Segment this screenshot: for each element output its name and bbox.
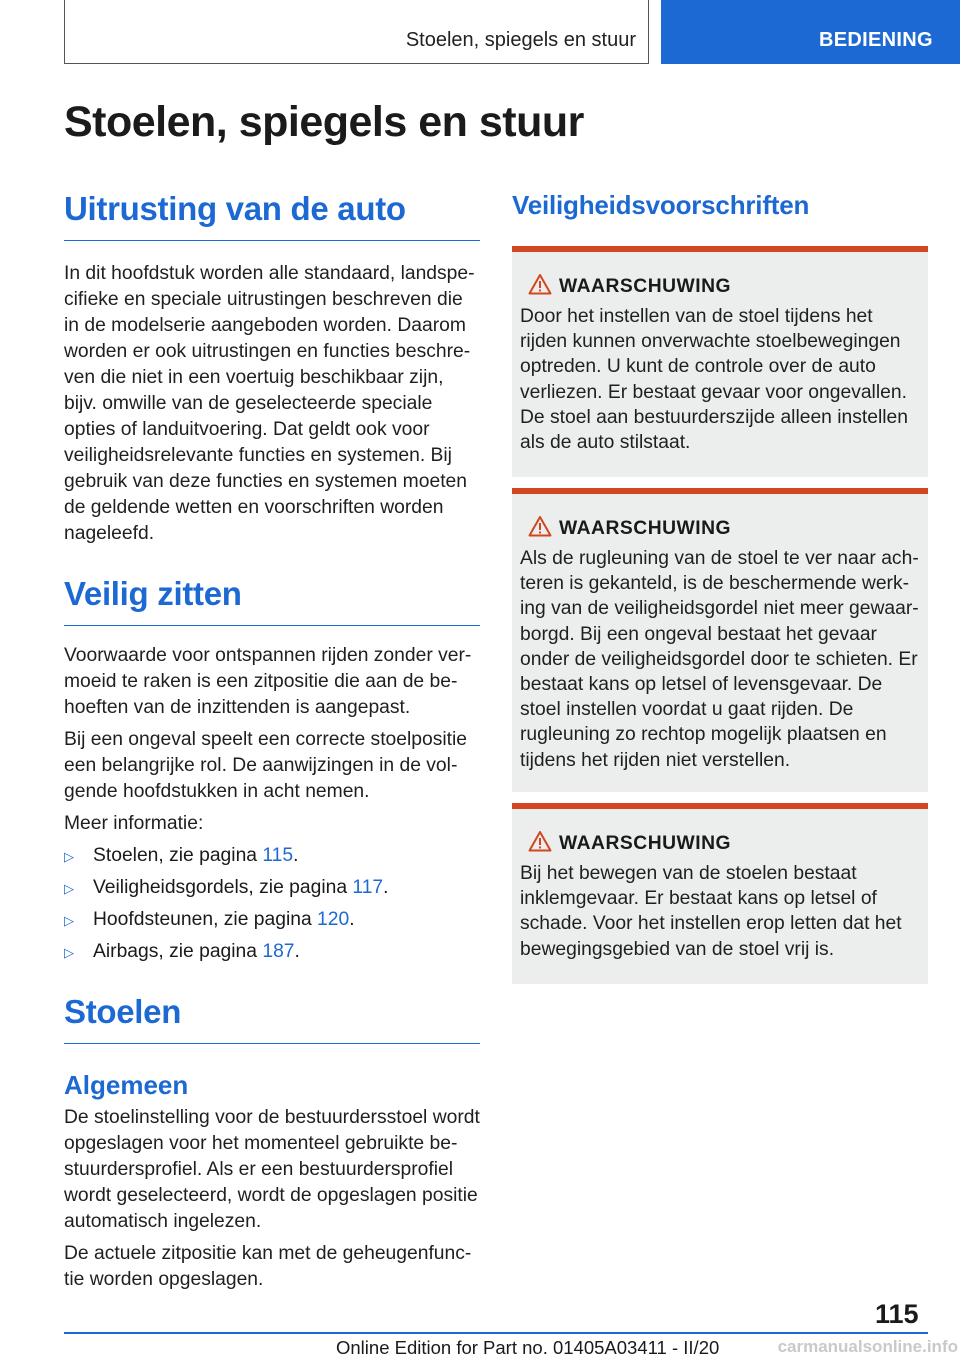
warning-label: WAARSCHUWING bbox=[559, 518, 732, 539]
page-link[interactable]: 117 bbox=[352, 877, 384, 898]
footer-divider bbox=[864, 1332, 928, 1334]
watermark: carmanualsonline.info bbox=[777, 1337, 958, 1356]
warning-header bbox=[520, 516, 920, 542]
warning-triangle-icon bbox=[528, 515, 552, 537]
safe-sitting-p2: Bij een ongeval speelt een correcte stoelpositie een belangrijke rol. De aanwijzingen in de volgende hoofdstukken in acht nemen. bbox=[64, 729, 468, 802]
equipment-text: In dit hoofdstuk worden alle standaard, landspecifieke en speciale uitrustingen beschreven die in de modelserie aangeboden worden. Daarom worden er ook uitrustingen en functies beschreven die niet in een voertuig beschikbaar zijn, bijv. omwille van de geselecteerde speciale opties of landuitvoering. Dat geldt ook voor veiligheidsrelevante functies en systemen. Bij gebruik van deze functies en systemen moeten de geldende wetten en voorschriften worden nageleefd. bbox=[64, 263, 475, 544]
seats-heading: Stoelen bbox=[64, 993, 480, 1044]
footer-edition: Online Edition for Part no. 01405A03411 - II/20 bbox=[336, 1337, 720, 1358]
list-item: ▷ Hoofdsteunen, zie pagina 120. bbox=[64, 907, 480, 933]
header-chapter-tab[interactable] bbox=[661, 0, 960, 64]
warning-box bbox=[512, 246, 928, 477]
reference-list bbox=[64, 843, 480, 965]
triangle-bullet-icon: ▷ bbox=[64, 881, 74, 896]
warning-triangle-icon bbox=[528, 830, 552, 852]
warning-header bbox=[520, 274, 920, 300]
header-section-title: Stoelen, spiegels en stuur bbox=[405, 29, 636, 51]
warning-label: WAARSCHUWING bbox=[559, 276, 732, 297]
left-column bbox=[64, 190, 480, 1293]
safety-heading: Veiligheidsvoorschriften bbox=[512, 190, 810, 220]
safe-sitting-heading: Veilig zitten bbox=[64, 575, 480, 626]
triangle-bullet-icon: ▷ bbox=[64, 849, 74, 864]
warning-triangle-icon bbox=[528, 273, 552, 295]
safe-sitting-p1: Voorwaarde voor ontspannen rijden zonder vermoeid te raken is een zitpositie die aan de behoeften van de inzittenden is aangepast. bbox=[64, 645, 472, 718]
warning-text: Als de rugleuning van de stoel te ver naar achteren is gekanteld, is de beschermende werking van de veiligheidsgordel niet meer gewaarborgd. Bij een ongeval bestaat het gevaar onder de veiligheidsgordel door te schieten. Er bestaat kans op letsel of levensgevaar. De stoel instellen voordat u gaat rijden. De rugleuning zo rechtop mogelijk plaatsen en tijdens het rijden niet verstellen. bbox=[520, 548, 919, 771]
footer-divider bbox=[64, 1332, 864, 1334]
page-title: Stoelen, spiegels en stuur bbox=[64, 98, 584, 146]
header-section-box bbox=[64, 0, 649, 64]
warning-box bbox=[512, 803, 928, 984]
page-number: 115 bbox=[875, 1299, 919, 1329]
list-item: ▷ Stoelen, zie pagina 115. bbox=[64, 843, 480, 869]
warning-label: WAARSCHUWING bbox=[559, 833, 732, 854]
seats-p1: De stoelinstelling voor de bestuurdersstoel wordt opgeslagen voor het momenteel gebruikte bestuurdersprofiel. Als er een bestuurdersprofiel wordt geselecteerd, wordt de opgeslagen positie automatisch ingelezen. bbox=[64, 1107, 480, 1232]
triangle-bullet-icon: ▷ bbox=[64, 945, 74, 960]
header-chapter-label: BEDIENING bbox=[819, 29, 933, 51]
general-subheading: Algemeen bbox=[64, 1070, 189, 1100]
warning-header bbox=[520, 831, 920, 857]
list-item: ▷ Veiligheidsgordels, zie pagina 117. bbox=[64, 875, 480, 901]
warning-text: Bij het bewegen van de stoelen bestaat inklemgevaar. Er bestaat kans op letsel of schade. Voor het instellen erop letten dat het bewegingsgebied van de stoel vrij is. bbox=[520, 863, 902, 960]
more-info-label: Meer informatie: bbox=[64, 813, 204, 834]
right-column bbox=[512, 190, 928, 984]
warning-text: Door het instellen van de stoel tijdens het rijden kunnen onverwachte stoelbewegingen optreden. U kunt de controle over de auto verliezen. Er bestaat gevaar voor ongevallen. De stoel aan bestuurderszijde alleen instellen als de auto stilstaat. bbox=[520, 306, 909, 454]
page-link[interactable]: 115 bbox=[262, 845, 294, 866]
warning-box bbox=[512, 488, 928, 792]
seats-p2: De actuele zitpositie kan met de geheugenfunctie worden opgeslagen. bbox=[64, 1243, 472, 1290]
list-item: ▷ Airbags, zie pagina 187. bbox=[64, 939, 480, 965]
page-link[interactable]: 120 bbox=[317, 909, 350, 930]
equipment-heading: Uitrusting van de auto bbox=[64, 190, 480, 241]
page-link[interactable]: 187 bbox=[262, 941, 295, 962]
triangle-bullet-icon: ▷ bbox=[64, 913, 74, 928]
